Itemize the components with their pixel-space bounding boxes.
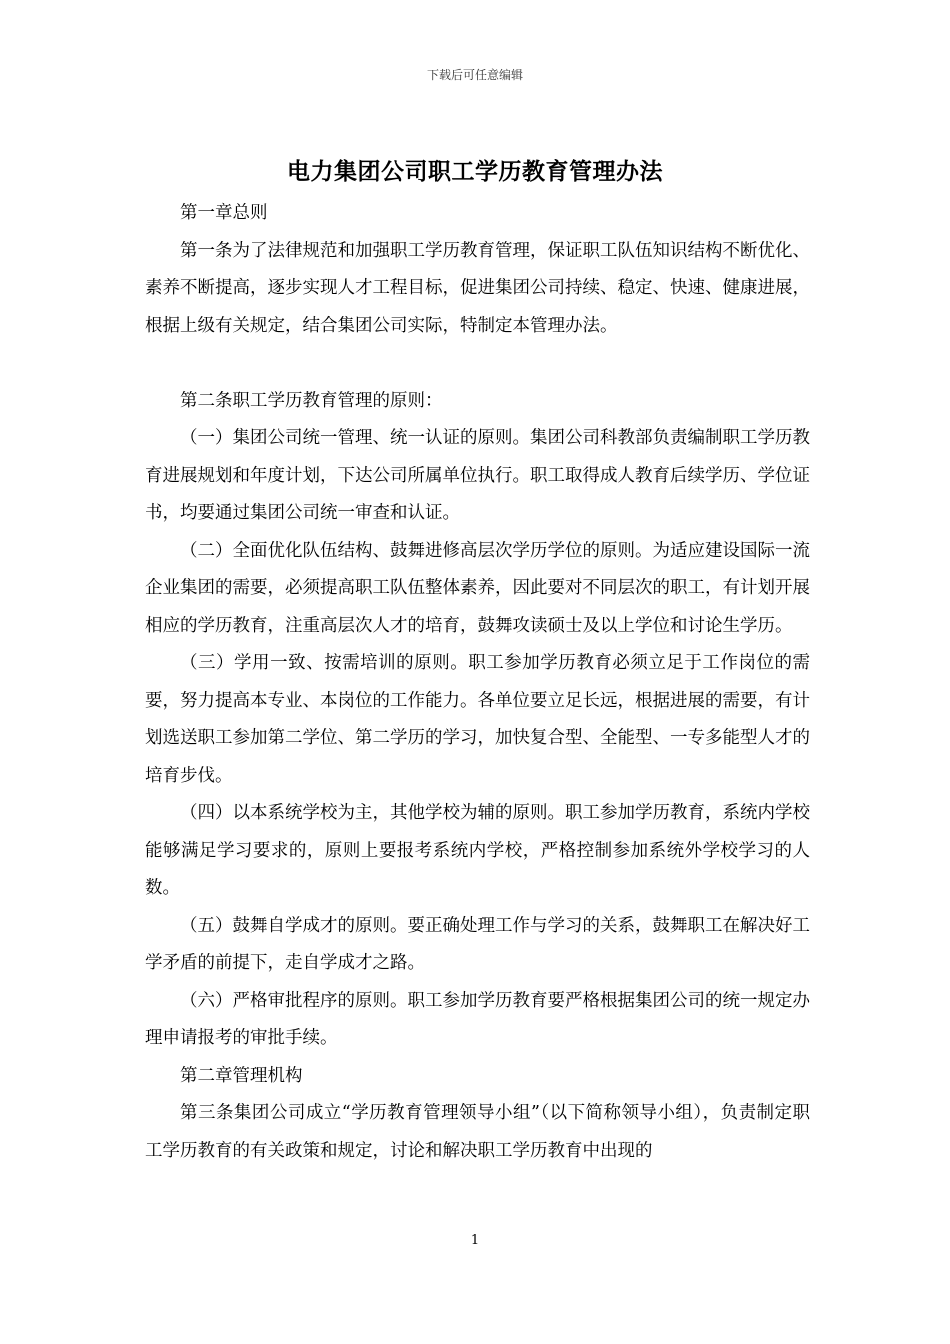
article-2-heading: 第二条职工学历教育管理的原则： xyxy=(180,390,443,411)
article-3: 第三条集团公司成立“学历教育管理领导小组”（以下简称领导小组），负责制定职工学历教育的有关政策和规定，讨论和解决职工学历教育中出现的 xyxy=(145,1103,810,1161)
article-2-item-4: （四）以本系统学校为主，其他学校为辅的原则。职工参加学历教育，系统内学校能够满足学习要求的，原则上要报考系统内学校，严格控制参加系统外学校学习的人数。 xyxy=(145,803,810,898)
blank-line xyxy=(145,345,810,383)
page-header-note: 下载后可任意编辑 xyxy=(426,68,523,82)
document-title: 电力集团公司职工学历教育管理办法 xyxy=(287,158,663,185)
document-body xyxy=(145,195,810,1170)
article-2-item-3: （三）学用一致、按需培训的原则。职工参加学历教育必须立足于工作岗位的需要，努力提高本专业、本岗位的工作能力。各单位要立足长远，根据进展的需要，有计划选送职工参加第二学位、第二学历的学习，加快复合型、全能型、一专多能型人才的培育步伐。 xyxy=(145,653,810,786)
page-number: 1 xyxy=(470,1233,480,1248)
chapter-heading-2: 第二章管理机构 xyxy=(180,1065,303,1086)
article-1: 第一条为了法律规范和加强职工学历教育管理，保证职工队伍知识结构不断优化、素养不断提高，逐步实现人才工程目标，促进集团公司持续、稳定、快速、健康进展，根据上级有关规定，结合集团公司实际，特制定本管理办法。 xyxy=(145,240,810,336)
chapter-heading-1: 第一章总则 xyxy=(180,203,268,223)
article-2-item-5: （五）鼓舞自学成才的原则。要正确处理工作与学习的关系，鼓舞职工在解决好工学矛盾的前提下，走自学成才之路。 xyxy=(145,915,810,973)
article-2-item-1: （一）集团公司统一管理、统一认证的原则。集团公司科教部负责编制职工学历教育进展规划和年度计划，下达公司所属单位执行。职工取得成人教育后续学历、学位证书，均要通过集团公司统一审查和认证。 xyxy=(145,428,810,523)
article-2-item-2: （二）全面优化队伍结构、鼓舞进修高层次学历学位的原则。为适应建设国际一流企业集团的需要，必须提高职工队伍整体素养，因此要对不同层次的职工，有计划开展相应的学历教育，注重高层次人才的培育，鼓舞攻读硕士及以上学位和讨论生学历。 xyxy=(145,540,810,636)
article-2-item-6: （六）严格审批程序的原则。职工参加学历教育要严格根据集团公司的统一规定办理申请报考的审批手续。 xyxy=(145,990,810,1048)
